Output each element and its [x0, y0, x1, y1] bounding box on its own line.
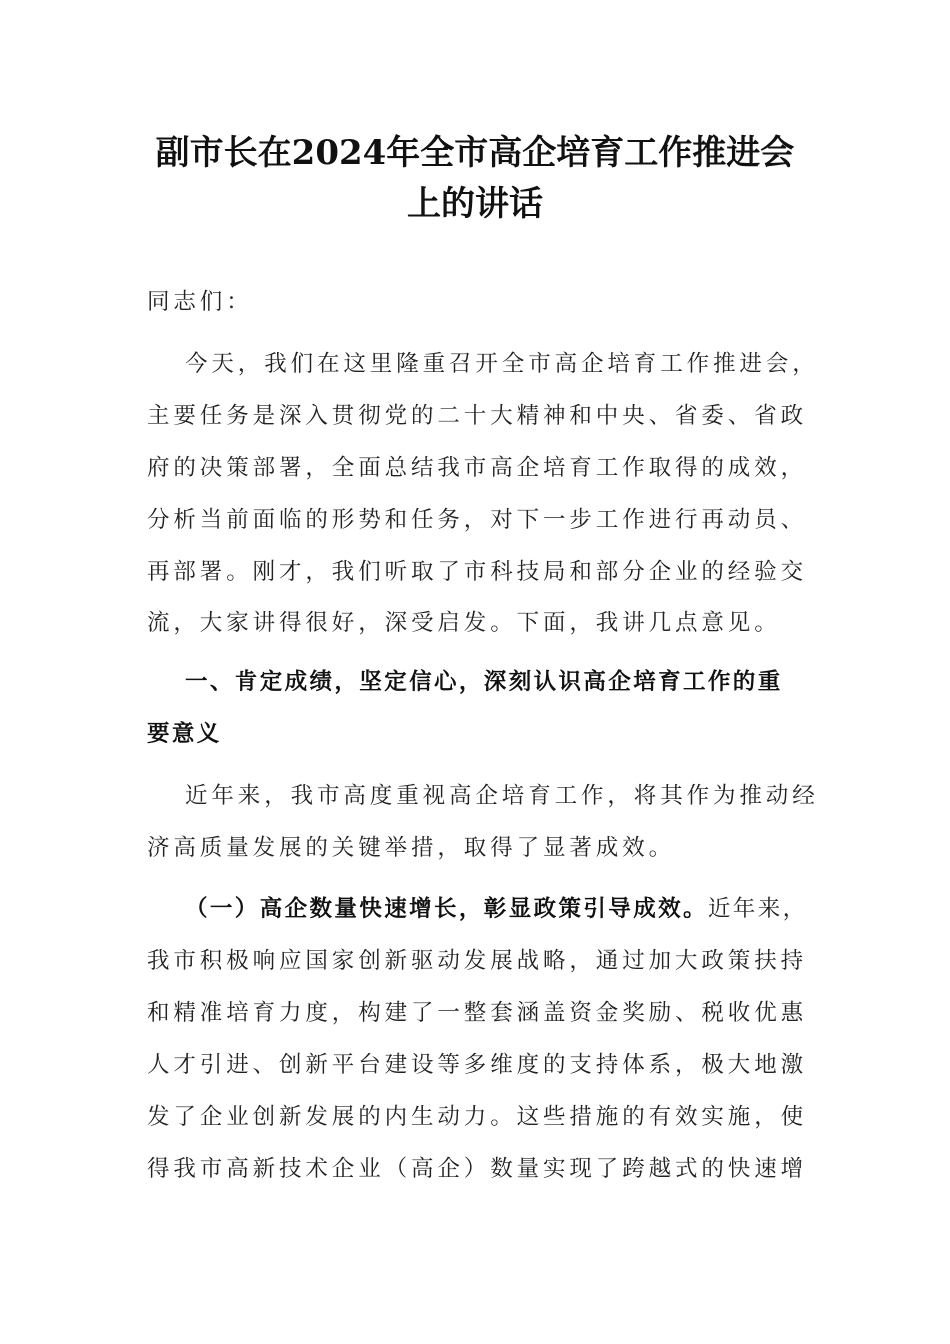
intro-line: 再部署。刚才，我们听取了市科技局和部分企业的经验交: [147, 559, 808, 585]
section-heading-line: 一、肯定成绩，坚定信心，深刻认识高企培育工作的重: [185, 669, 783, 695]
intro-line: 主要任务是深入贯彻党的二十大精神和中央、省委、省政: [147, 403, 808, 429]
intro-line: 今天，我们在这里隆重召开全市高企培育工作推进会，: [185, 351, 819, 377]
subsection-first-line: [185, 894, 865, 924]
section-body-line: 近年来，我市高度重视高企培育工作，将其作为推动经: [185, 783, 819, 809]
document-title-line-2: 上的讲话: [407, 184, 543, 224]
subsection-line: 人才引进、创新平台建设等多维度的支持体系，极大地激: [147, 1052, 808, 1078]
subsection-line: 得我市高新技术企业（高企）数量实现了跨越式的快速增: [147, 1156, 808, 1182]
section-body-line: 济高质量发展的关键举措，取得了显著成效。: [147, 835, 676, 861]
subsection-line: 我市积极响应国家创新驱动发展战略，通过加大政策扶持: [147, 948, 808, 974]
document-title-line-1: 副市长在2024年全市高企培育工作推进会: [155, 133, 795, 173]
intro-line: 府的决策部署，全面总结我市高企培育工作取得的成效，: [147, 455, 808, 481]
subsection-lead-tail: 近年来，: [707, 896, 808, 922]
intro-line: 流，大家讲得很好，深受启发。下面，我讲几点意见。: [147, 610, 781, 636]
section-heading-line: 要意义: [147, 721, 222, 747]
subsection-line: 和精准培育力度，构建了一整套涵盖资金奖励、税收优惠: [147, 1000, 808, 1026]
subsection-line: 发了企业创新发展的内生动力。这些措施的有效实施，使: [147, 1104, 808, 1130]
subsection-lead: （一）高企数量快速增长，彰显政策引导成效。: [185, 896, 708, 922]
intro-line: 分析当前面临的形势和任务，对下一步工作进行再动员、: [147, 507, 808, 533]
salutation: 同志们：: [147, 289, 253, 315]
